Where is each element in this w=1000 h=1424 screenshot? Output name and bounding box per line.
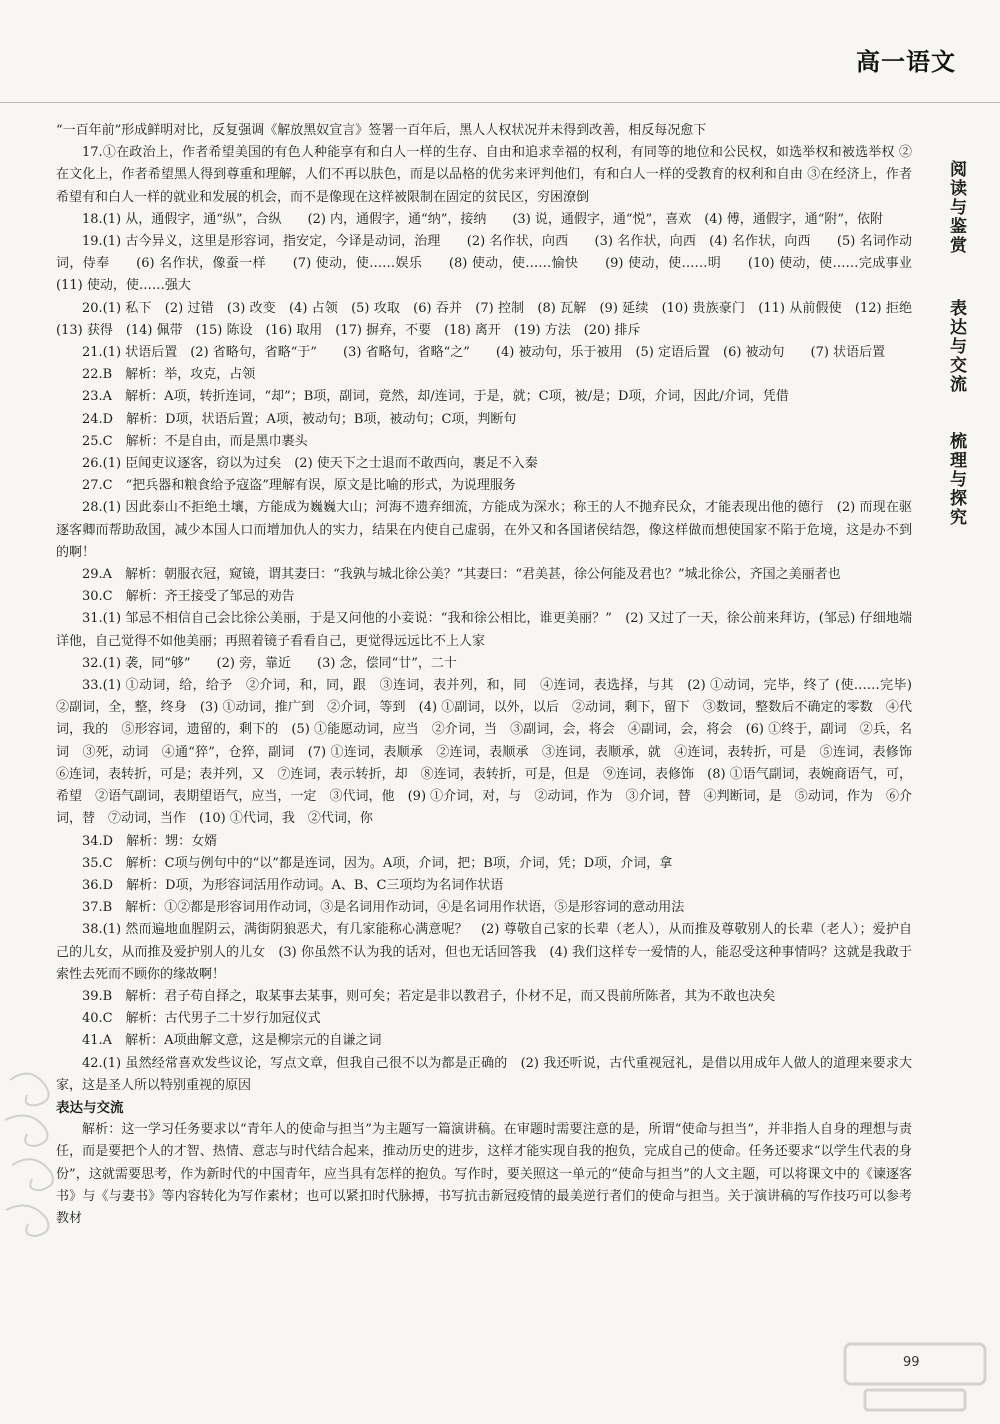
answer-paragraph: 40.C 解析：古代男子二十岁行加冠仪式 [82, 1011, 321, 1027]
answer-paragraph: 21.(1) 状语后置 (2) 省略句，省略“于” (3) 省略句，省略“之” (4) 被动句，乐于被用 (5) 定语后置 (6) 被动句 (7) 状语后置 [82, 345, 886, 361]
watermark-logo-icon [835, 1338, 995, 1418]
answer-paragraph: 37.B 解析：①②都是形容词用作动词，③是名词用作动词，④是名词用作状语，⑤是形容词的意动用法 [82, 900, 685, 916]
section-heading: 表达与交流 [56, 1099, 124, 1116]
answer-paragraph: 28.(1) 因此泰山不拒绝土壤，方能成为巍巍大山；河海不遗弃细流，方能成为深水；称王的人不抛弃民众，才能表现出他的德行 (2) 而现在驱逐客卿而帮助敌国，减少本国人口而增加仇人的实力，结果在内使自己虚弱，在外又和各国诸侯结怨，像这样做而想使国家不陷于危境，这是办不到的啊！ [56, 500, 912, 560]
answer-paragraph: 42.(1) 虽然经常喜欢发些议论，写点文章，但我自己很不以为都是正确的 (2) 我还听说，古代重视冠礼，是借以用成年人做人的道理来要求大家，这是圣人所以特别重视的原因 [56, 1055, 912, 1093]
answer-paragraph: 36.D 解析：D项，为形容词活用作动词。A、B、C三项均为名词作状语 [82, 877, 504, 893]
answer-paragraph: 29.A 解析：朝服衣冠，窥镜，谓其妻曰：“我孰与城北徐公美？”其妻曰：“君美甚，徐公何能及君也？”城北徐公，齐国之美丽者也 [82, 567, 841, 583]
answer-paragraph: 19.(1) 古今异义，这里是形容词，指安定，今译是动词，治理 (2) 名作状，向西 (3) 名作状，向西 (4) 名作状，向西 (5) 名词作动词，侍奉 (6) 名作状，像蚕一样 (7) 使动，使……娱乐 (8) 使动，使……愉快 (9) 使动，使……明 (10) 使动，使……完成事业 (11) 使动，使……强大 [56, 234, 939, 294]
answer-paragraph: 31.(1) 邹忌不相信自己会比徐公美丽，于是又问他的小妾说：“我和徐公相比，谁更美丽？” (2) 又过了一天，徐公前来拜访，(邹忌) 仔细地端详他，自己觉得不如他美丽；再照着镜子看看自己，更觉得远远比不上人家 [56, 611, 912, 649]
answer-paragraph: “一百年前”形成鲜明对比，反复强调《解放黑奴宣言》签署一百年后，黑人人权状况并未得到改善，相反每况愈下 [56, 123, 707, 138]
answer-paragraph: 17.①在政治上，作者希望美国的有色人种能享有和白人一样的生存、自由和追求幸福的权利，有同等的地位和公民权，如选举权和被选举权 ②在文化上，作者希望黑人得到尊重和理解，人们不再以肤色，而是以品格的优劣来评判他们，有和白人一样的受教育的权利和自由 ③在经济上，作者希望有和白人一样的就业和发展的机会，而不是像现在这样被限制在固定的贫民区，穷困潦倒 [56, 145, 912, 205]
answer-paragraph: 24.D 解析：D项，状语后置；A项，被动句；B项，被动句；C项，判断句 [82, 411, 517, 427]
header-rule [0, 102, 1000, 103]
answer-content [56, 120, 939, 1230]
answer-paragraph: 33.(1) ①动词，给，给予 ②介词，和，同，跟 ③连词，表并列，和，同 ④连词，表选择，与其 (2) ①动词，完毕，终了 (使……完毕) ②副词，全，整，终身 (3) ①动词，推广到 ②介词，等到 (4) ①副词，以外，以后 ②动词，剩下，留下 ③数词，整数后不确定的零数 ④代词，我的 ⑤形容词，遗留的，剩下的 (5) ①能愿动词，应当 ②介词，当 ③副词，会，将会 ④副词，会，将会 (6) ①终于，副词 ②兵，名词 ③死，动词 ④通“猝”，仓猝，副词 (7) ①连词，表顺承 ②连词，表顺承 ③连词，表顺承，就 ④连词，表转折，可是 ⑤连词，表修饰 ⑥连词，表转折，可是；表并列，又 ⑦连词，表示转折，却 ⑧连词，表转折，可是，但是 ⑨连词，表修饰 (8) ①语气副词，表婉商语气，可，希望 ②语气副词，表期望语气，应当，一定 ③代词，他 (9) ①介词，对，与 ②动词，作为 ③介词，替 ④判断词，是 ⑤动词，作为 ⑥介词，替 ⑦动词，当作 (10) ①代词，我 ②代词，你 [56, 678, 926, 827]
answer-paragraph: 39.B 解析：君子苟自择之，取某事去某事，则可矣；若定是非以教君子，仆材不足，而又畏前所陈者，其为不敢也决矣 [82, 988, 776, 1004]
answer-paragraph: 38.(1) 然而遍地血腥阴云，满街阴狼恶犬，有几家能称心满意呢？ (2) 尊敬自己家的长辈（老人），从而推及尊敬别人的长辈（老人）；爱护自己的儿女，从而推及爱护别人的儿女 (3) 你虽然不认为我的话对，但也无话回答我 (4) 我们这样专一爱情的人，能忍受这种事情吗？这就是我敢于索性去死而不顾你的缘故啊！ [56, 922, 912, 982]
answer-paragraph: 22.B 解析：举，攻克，占领 [82, 367, 256, 383]
answer-paragraph: 30.C 解析：齐王接受了邹忌的劝告 [82, 589, 295, 605]
page-number: 99 [903, 1355, 920, 1370]
answer-paragraph: 20.(1) 私下 (2) 过错 (3) 改变 (4) 占领 (5) 攻取 (6) 吞并 (7) 控制 (8) 瓦解 (9) 延续 (10) 贵族豪门 (11) 从前假使 (12) 拒绝 (13) 获得 (14) 佩带 (15) 陈设 (16) 取用 (17) 摒弃，不要 (18) 离开 (19) 方法 (20) 排斥 [56, 300, 926, 338]
page-header-title: 高一语文 [856, 48, 956, 76]
answer-paragraph: 34.D 解析：甥：女婿 [82, 833, 218, 849]
answer-paragraph: 32.(1) 袭，同“够” (2) 旁，靠近 (3) 念，偿同“廿”，二十 [82, 655, 457, 671]
answer-paragraph: 27.C “把兵器和粮食给予寇盗”理解有误，原文是比喻的形式，为说理服务 [82, 478, 516, 494]
side-nav-item-reading: 阅读与鉴赏 [946, 160, 966, 255]
side-nav-item-expression: 表达与交流 [946, 299, 966, 394]
answer-paragraph: 35.C 解析：C项与例句中的“以”都是连词，因为。A项，介词，把；B项，介词，凭；D项，介词，拿 [82, 855, 673, 871]
answer-paragraph: 41.A 解析：A项曲解文意，这是柳宗元的自谦之词 [82, 1033, 382, 1049]
answer-paragraph: 25.C 解析：不是自由，而是黑巾裹头 [82, 433, 308, 449]
answer-paragraph: 18.(1) 从，通假字，通“纵”，合纵 (2) 内，通假字，通“纳”，接纳 (3) 说，通假字，通“悦”，喜欢 (4) 傅，通假字，通“附”，依附 [82, 211, 884, 227]
side-nav-item-exploration: 梳理与探究 [946, 432, 966, 527]
answer-paragraph: 26.(1) 臣闻吏议逐客，窃以为过矣 (2) 使天下之士退而不敢西向，裹足不入秦 [82, 456, 538, 472]
answer-paragraph: 23.A 解析：A项，转折连词，“却”；B项，副词，竟然，却/连词，于是，就；C项，被/是；D项，介词，因此/介词，凭借 [82, 389, 789, 405]
side-section-nav [944, 160, 984, 565]
cloud-ornament-icon [0, 1060, 90, 1250]
section-paragraph: 解析：这一学习任务要求以“青年人的使命与担当”为主题写一篇演讲稿。在审题时需要注意的是，所谓“使命与担当”，并非指人自身的理想与责任，而是要把个人的才智、热情、意志与时代结合起来，推动历史的进步，这样才能实现自我的抱负，完成自己的使命。任务还要求“以学生代表的身份”，这就需要思考，作为新时代的中国青年，应当具有怎样的抱负。写作时，要关照这一单元的“使命与担当”的人文主题，可以将课文中的《谏逐客书》与《与妻书》等内容转化为写作素材；也可以紧扣时代脉搏，书写抗击新冠疫情的最美逆行者们的使命与担当。关于演讲稿的写作技巧可以参考教材 [56, 1122, 912, 1226]
